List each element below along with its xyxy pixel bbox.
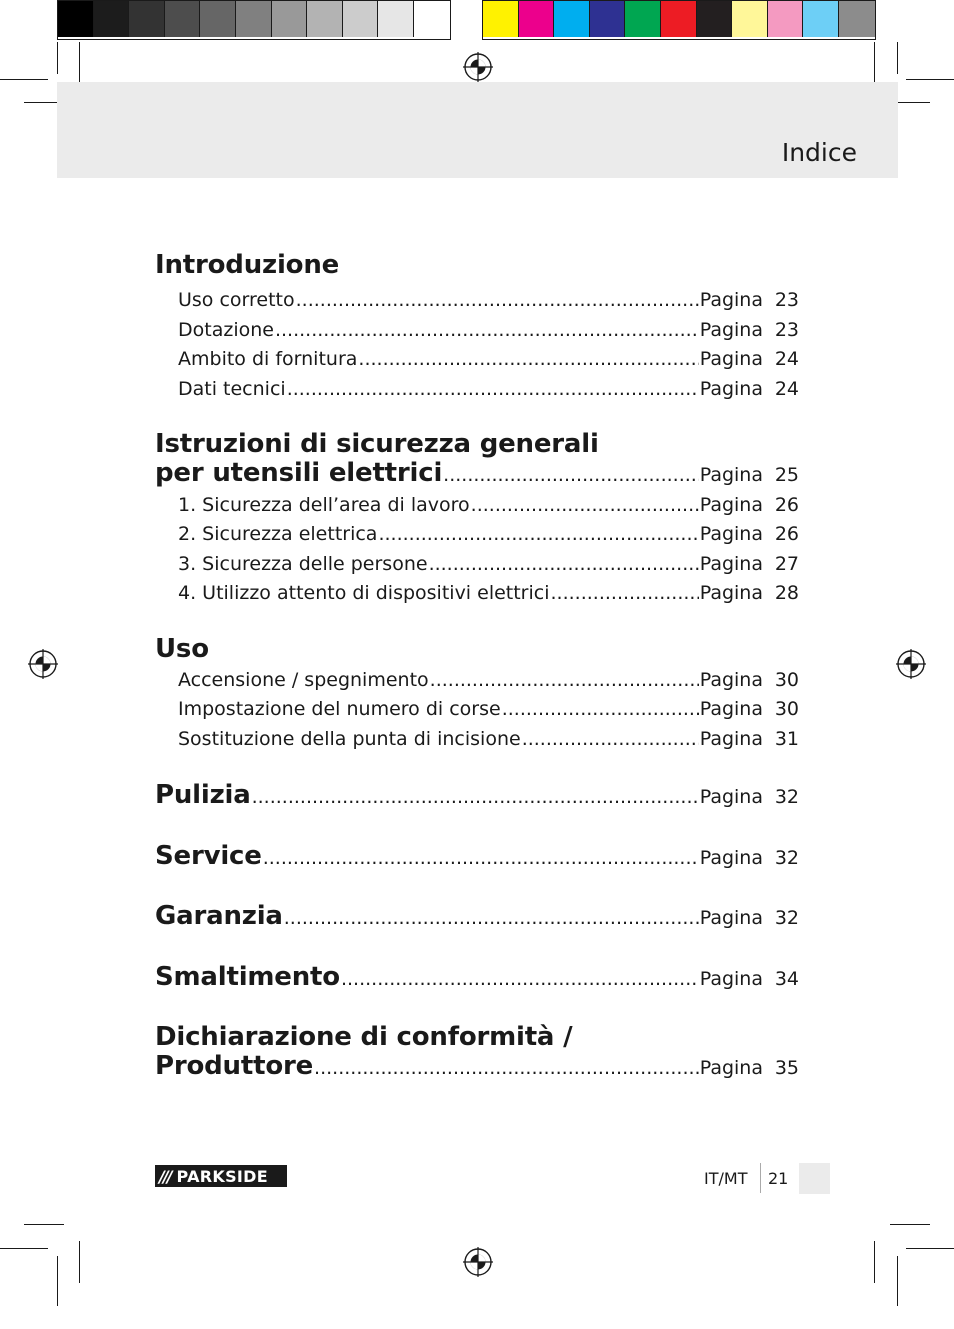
entry-label: 3. Sicurezza delle persone xyxy=(178,552,428,575)
crop-mark xyxy=(897,1256,898,1306)
page-number: 26 xyxy=(774,493,799,516)
dot-leader xyxy=(551,579,699,609)
table-of-contents xyxy=(155,250,799,1084)
color-swatch xyxy=(803,1,839,37)
dot-leader xyxy=(252,783,699,813)
toc-entry-pulizia[interactable] xyxy=(155,781,799,813)
pagina-label: Pagina xyxy=(699,727,763,750)
pagina-label: Pagina xyxy=(699,377,763,400)
dot-leader xyxy=(443,461,699,491)
toc-entry-service[interactable] xyxy=(155,842,799,874)
language-code: IT/MT xyxy=(704,1169,748,1188)
page-number: 24 xyxy=(774,348,799,370)
toc-entry[interactable] xyxy=(155,286,799,316)
color-swatch xyxy=(414,1,450,37)
page-number: 34 xyxy=(774,967,799,990)
color-swatch xyxy=(307,1,343,37)
section-title: Introduzione xyxy=(155,250,340,280)
dot-leader xyxy=(263,844,699,874)
toc-entry[interactable] xyxy=(155,520,799,550)
page-title: Indice xyxy=(781,138,857,167)
color-swatch xyxy=(590,1,626,37)
toc-entry[interactable] xyxy=(155,695,799,725)
pagina-label: Pagina xyxy=(699,464,763,486)
registration-mark-icon xyxy=(28,649,58,679)
registration-mark-icon xyxy=(896,649,926,679)
pagina-label: Pagina xyxy=(699,786,763,808)
pagina-label: Pagina xyxy=(699,318,763,341)
section-title: Smaltimento xyxy=(155,961,340,992)
page-number: 24 xyxy=(774,377,799,400)
section-title: Produttore xyxy=(155,1051,314,1081)
page-number: 32 xyxy=(774,786,799,808)
gray-calibration-bar xyxy=(57,0,451,40)
dot-leader xyxy=(502,695,699,725)
crop-mark xyxy=(0,1248,48,1249)
toc-entry[interactable] xyxy=(155,725,799,755)
entry-label: Impostazione del numero di corse xyxy=(178,698,501,720)
section-title: Dichiarazione di conformità / xyxy=(155,1022,573,1052)
color-swatch xyxy=(554,1,590,37)
section-title: Uso xyxy=(155,633,209,664)
pagina-label: Pagina xyxy=(699,493,763,516)
toc-entry[interactable] xyxy=(155,459,799,491)
page-number: 27 xyxy=(774,552,799,575)
entry-label: Uso corretto xyxy=(178,289,295,311)
entry-label: Dati tecnici xyxy=(178,377,286,400)
toc-entry[interactable] xyxy=(155,491,799,521)
pagina-label: Pagina xyxy=(699,907,763,929)
entry-label: Accensione / spegnimento xyxy=(178,668,429,691)
dot-leader xyxy=(296,286,699,316)
page-number: 32 xyxy=(774,907,799,929)
crop-mark xyxy=(24,1224,64,1225)
page-number: 28 xyxy=(774,582,799,604)
toc-entry[interactable] xyxy=(155,375,799,405)
crop-mark xyxy=(57,1256,58,1306)
section-title: Istruzioni di sicurezza generali xyxy=(155,429,599,459)
crop-mark xyxy=(57,42,58,74)
page-number: 26 xyxy=(774,523,799,545)
entry-label: 2. Sicurezza elettrica xyxy=(178,523,378,545)
section-title: Garanzia xyxy=(155,901,283,931)
crop-mark xyxy=(890,1224,930,1225)
color-swatch xyxy=(129,1,165,37)
color-swatch xyxy=(661,1,697,37)
toc-entry[interactable] xyxy=(155,666,799,696)
page-number: 30 xyxy=(774,668,799,691)
page-number: 25 xyxy=(774,464,799,486)
logo-text: PARKSIDE xyxy=(176,1166,268,1186)
color-swatch xyxy=(236,1,272,37)
toc-entry-smaltimento[interactable] xyxy=(155,963,799,995)
toc-section-introduzione xyxy=(155,250,799,404)
pagina-label: Pagina xyxy=(699,348,763,370)
color-swatch xyxy=(378,1,414,37)
dot-leader xyxy=(275,316,699,346)
pagina-label: Pagina xyxy=(699,582,763,604)
color-swatch xyxy=(58,1,94,37)
pagina-label: Pagina xyxy=(699,668,763,691)
pagina-label: Pagina xyxy=(699,1057,763,1079)
dot-leader xyxy=(358,345,698,375)
color-calibration-bar xyxy=(482,0,876,40)
toc-entry-garanzia[interactable] xyxy=(155,902,799,934)
logo-slashes: /// xyxy=(159,1166,171,1186)
page-number: 31 xyxy=(774,727,799,750)
toc-entry[interactable] xyxy=(155,579,799,609)
color-swatch xyxy=(732,1,768,37)
dot-leader xyxy=(284,904,699,934)
dot-leader xyxy=(314,1054,699,1084)
dot-leader xyxy=(430,666,699,696)
page-number: 23 xyxy=(774,289,799,311)
toc-entry[interactable] xyxy=(155,345,799,375)
color-swatch xyxy=(519,1,555,37)
page-number-footer: 21 xyxy=(768,1169,789,1188)
footer-divider xyxy=(760,1163,761,1193)
parkside-logo xyxy=(155,1165,287,1187)
toc-entry[interactable] xyxy=(155,550,799,580)
pagina-label: Pagina xyxy=(699,698,763,720)
dot-leader xyxy=(429,550,699,580)
color-swatch xyxy=(94,1,130,37)
color-swatch xyxy=(697,1,733,37)
toc-section-istruzioni-sicurezza xyxy=(155,429,799,609)
crop-mark xyxy=(0,79,48,80)
crop-mark xyxy=(897,42,898,74)
crop-mark xyxy=(906,79,954,80)
registration-mark-icon xyxy=(463,1247,493,1277)
color-swatch xyxy=(343,1,379,37)
page-number: 30 xyxy=(774,698,799,720)
entry-label: Ambito di fornitura xyxy=(178,348,358,370)
page-number: 32 xyxy=(774,846,799,869)
pagina-label: Pagina xyxy=(699,846,763,869)
dot-leader xyxy=(378,520,698,550)
color-swatch xyxy=(200,1,236,37)
pagina-label: Pagina xyxy=(699,552,763,575)
toc-entry[interactable] xyxy=(155,316,799,346)
page-number: 23 xyxy=(774,318,799,341)
pagina-label: Pagina xyxy=(699,523,763,545)
crop-mark xyxy=(79,1241,80,1283)
toc-section-uso xyxy=(155,634,799,755)
color-swatch xyxy=(272,1,308,37)
entry-label: Dotazione xyxy=(178,318,274,341)
section-title: Pulizia xyxy=(155,780,251,810)
section-title: per utensili elettrici xyxy=(155,458,443,488)
entry-label: Sostituzione della punta di incisione xyxy=(178,727,521,750)
crop-mark xyxy=(906,1248,954,1249)
registration-mark-icon xyxy=(463,52,493,82)
page-tab-marker xyxy=(799,1163,830,1194)
toc-entry[interactable] xyxy=(155,1052,799,1084)
section-title: Service xyxy=(155,840,262,871)
color-swatch xyxy=(483,1,519,37)
header-band xyxy=(57,82,898,178)
dot-leader xyxy=(287,375,699,405)
page-number: 35 xyxy=(774,1057,799,1079)
entry-label: 4. Utilizzo attento di dispositivi elettrici xyxy=(178,582,550,604)
color-swatch xyxy=(768,1,804,37)
dot-leader xyxy=(522,725,699,755)
color-swatch xyxy=(165,1,201,37)
color-swatch xyxy=(625,1,661,37)
crop-mark xyxy=(874,1241,875,1283)
entry-label: 1. Sicurezza dell’area di lavoro xyxy=(178,493,470,516)
pagina-label: Pagina xyxy=(699,289,763,311)
pagina-label: Pagina xyxy=(699,967,763,990)
toc-section-dichiarazione xyxy=(155,1022,799,1084)
color-swatch xyxy=(839,1,875,37)
dot-leader xyxy=(471,491,699,521)
dot-leader xyxy=(341,965,699,995)
